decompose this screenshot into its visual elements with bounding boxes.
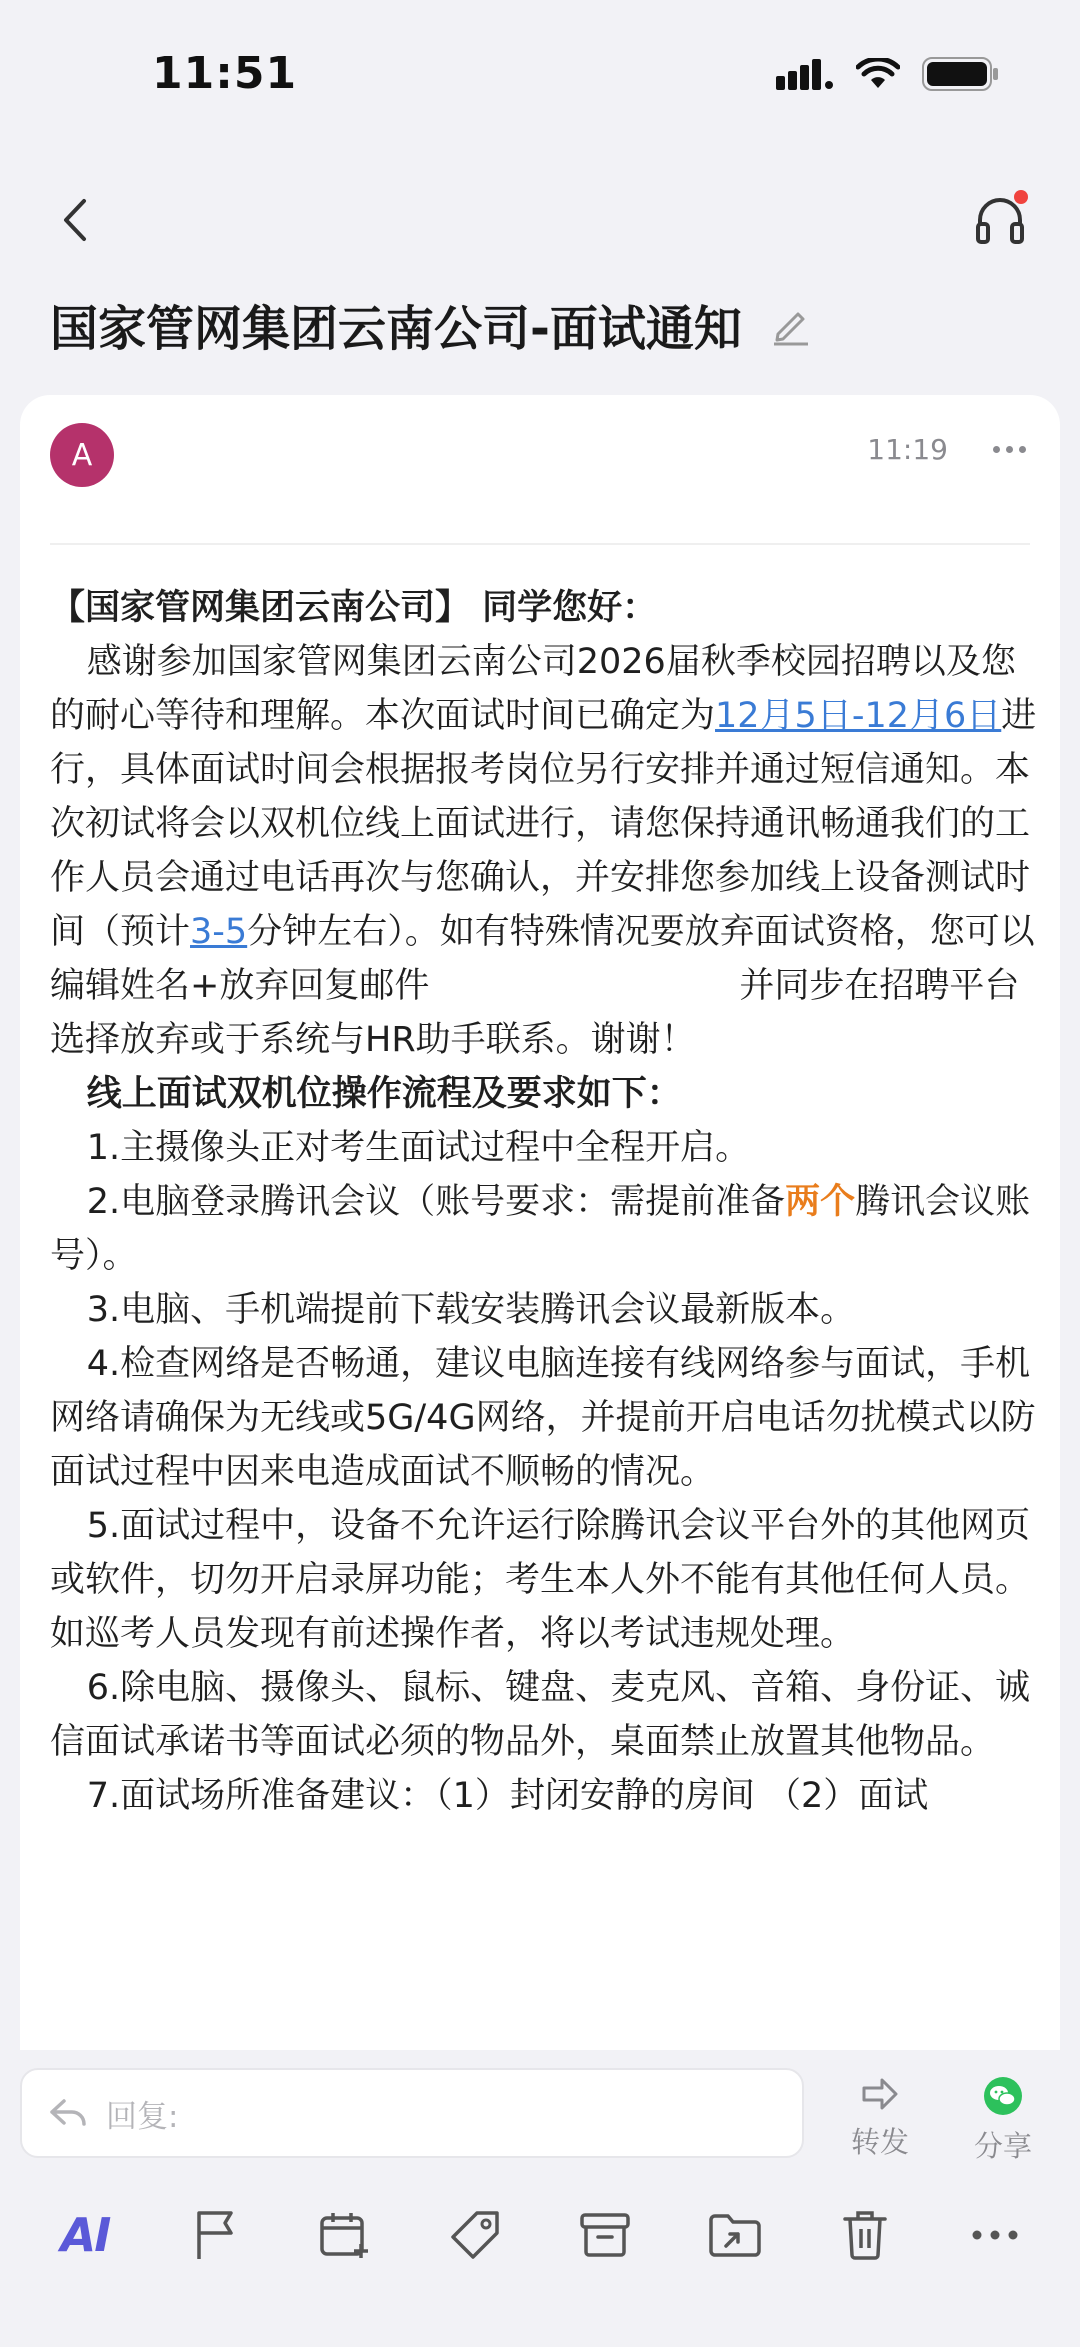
- mail-time: 11:19: [867, 433, 948, 466]
- list-item: 5.面试过程中，设备不允许运行除腾讯会议平台外的其他网页或软件，切勿开启录屏功能；考生本人外不能有其他任何人员。如巡考人员发现有前述操作者，将以考试违规处理。: [50, 1506, 1031, 1654]
- calendar-add-icon: [319, 2210, 371, 2260]
- header: [0, 170, 1080, 420]
- reply-input[interactable]: [20, 2068, 804, 2158]
- ai-label: AI: [60, 2208, 110, 2262]
- wechat-icon: [983, 2076, 1023, 2116]
- reply-bar: [0, 2050, 1080, 2170]
- subject-row: [50, 290, 814, 359]
- archive-icon: [579, 2212, 631, 2258]
- paragraph-intro: 感谢参加国家管网集团云南公司2026届秋季校园招聘以及您的耐心等待和理解。本次面试时间已确定为12月5日-12月6日进行，具体面试时间会根据报考岗位另行安排并通过短信通知。本次初试将会以双机位线上面试进行，请您保持通讯畅通我们的工作人员会通过电话再次与您确认，并安排您参加线上设备测试时间（预计3-5分钟左右）。如有特殊情况要放弃面试资格，您可以编辑姓名+放弃回复邮件 并同步在招聘平台选择放弃或于系统与HR助手联系。谢谢！: [50, 642, 1037, 1060]
- status-icons: [776, 56, 1000, 92]
- mail-body: [50, 581, 1040, 1823]
- edit-icon: [770, 304, 812, 346]
- bottom-toolbar: [0, 2190, 1080, 2280]
- date-link[interactable]: 12月5日-12月6日: [715, 696, 1002, 736]
- battery-icon: [922, 56, 1000, 92]
- flag-icon: [193, 2209, 237, 2261]
- more-icon: [993, 446, 1000, 453]
- list-item: 3.电脑、手机端提前下载安装腾讯会议最新版本。: [86, 1290, 856, 1330]
- tag-button[interactable]: [435, 2195, 515, 2275]
- edit-subject-button[interactable]: [768, 302, 814, 348]
- greeting: 【国家管网集团云南公司】 同学您好：: [50, 588, 658, 628]
- notification-dot: [1014, 190, 1028, 204]
- divider: [50, 543, 1030, 545]
- status-bar: [0, 0, 1080, 150]
- more-icon: [971, 2229, 1019, 2241]
- move-folder-icon: [708, 2212, 762, 2258]
- minutes-link[interactable]: 3-5: [190, 912, 248, 952]
- status-time: 11:51: [152, 48, 298, 99]
- sender-avatar[interactable]: A: [50, 423, 114, 487]
- forward-icon: [860, 2076, 900, 2112]
- list-item: 6.除电脑、摄像头、鼠标、键盘、麦克风、音箱、身份证、诚信面试承诺书等面试必须的物品外，桌面禁止放置其他物品。: [50, 1668, 1031, 1762]
- reply-icon: [48, 2097, 88, 2129]
- forward-button[interactable]: [835, 2076, 925, 2161]
- list-item: 1.主摄像头正对考生面试过程中全程开启。: [86, 1128, 751, 1168]
- delete-button[interactable]: [825, 2195, 905, 2275]
- highlight-text: 两个: [785, 1182, 856, 1222]
- tag-icon: [449, 2209, 501, 2261]
- listen-button[interactable]: [960, 180, 1040, 260]
- more-actions-button[interactable]: [955, 2195, 1035, 2275]
- flag-button[interactable]: [175, 2195, 255, 2275]
- list-item: 7.面试场所准备建议：（1）封闭安静的房间 （2）面试: [86, 1776, 929, 1816]
- signal-icon: [776, 58, 834, 90]
- forward-label: 转发: [850, 2125, 909, 2159]
- share-label: 分享: [973, 2129, 1032, 2163]
- archive-button[interactable]: [565, 2195, 645, 2275]
- back-icon: [60, 197, 90, 243]
- ai-button[interactable]: [45, 2195, 125, 2275]
- wifi-icon: [856, 58, 900, 90]
- calendar-add-button[interactable]: [305, 2195, 385, 2275]
- mail-card: [20, 395, 1060, 2050]
- list-item: 2.电脑登录腾讯会议（账号要求：需提前准备两个腾讯会议账号）。: [50, 1182, 1031, 1276]
- move-folder-button[interactable]: [695, 2195, 775, 2275]
- flow-title: 线上面试双机位操作流程及要求如下：: [86, 1074, 682, 1114]
- reply-placeholder: 回复:: [106, 2098, 179, 2135]
- mail-subject: 国家管网集团云南公司-面试通知: [50, 301, 742, 357]
- more-options-button[interactable]: [986, 437, 1032, 461]
- share-button[interactable]: [958, 2076, 1048, 2165]
- list-item: 4.检查网络是否畅通，建议电脑连接有线网络参与面试，手机网络请确保为无线或5G/4G网络，并提前开启电话勿扰模式以防面试过程中因来电造成面试不顺畅的情况。: [50, 1344, 1036, 1492]
- trash-icon: [842, 2209, 888, 2261]
- back-button[interactable]: [40, 180, 110, 260]
